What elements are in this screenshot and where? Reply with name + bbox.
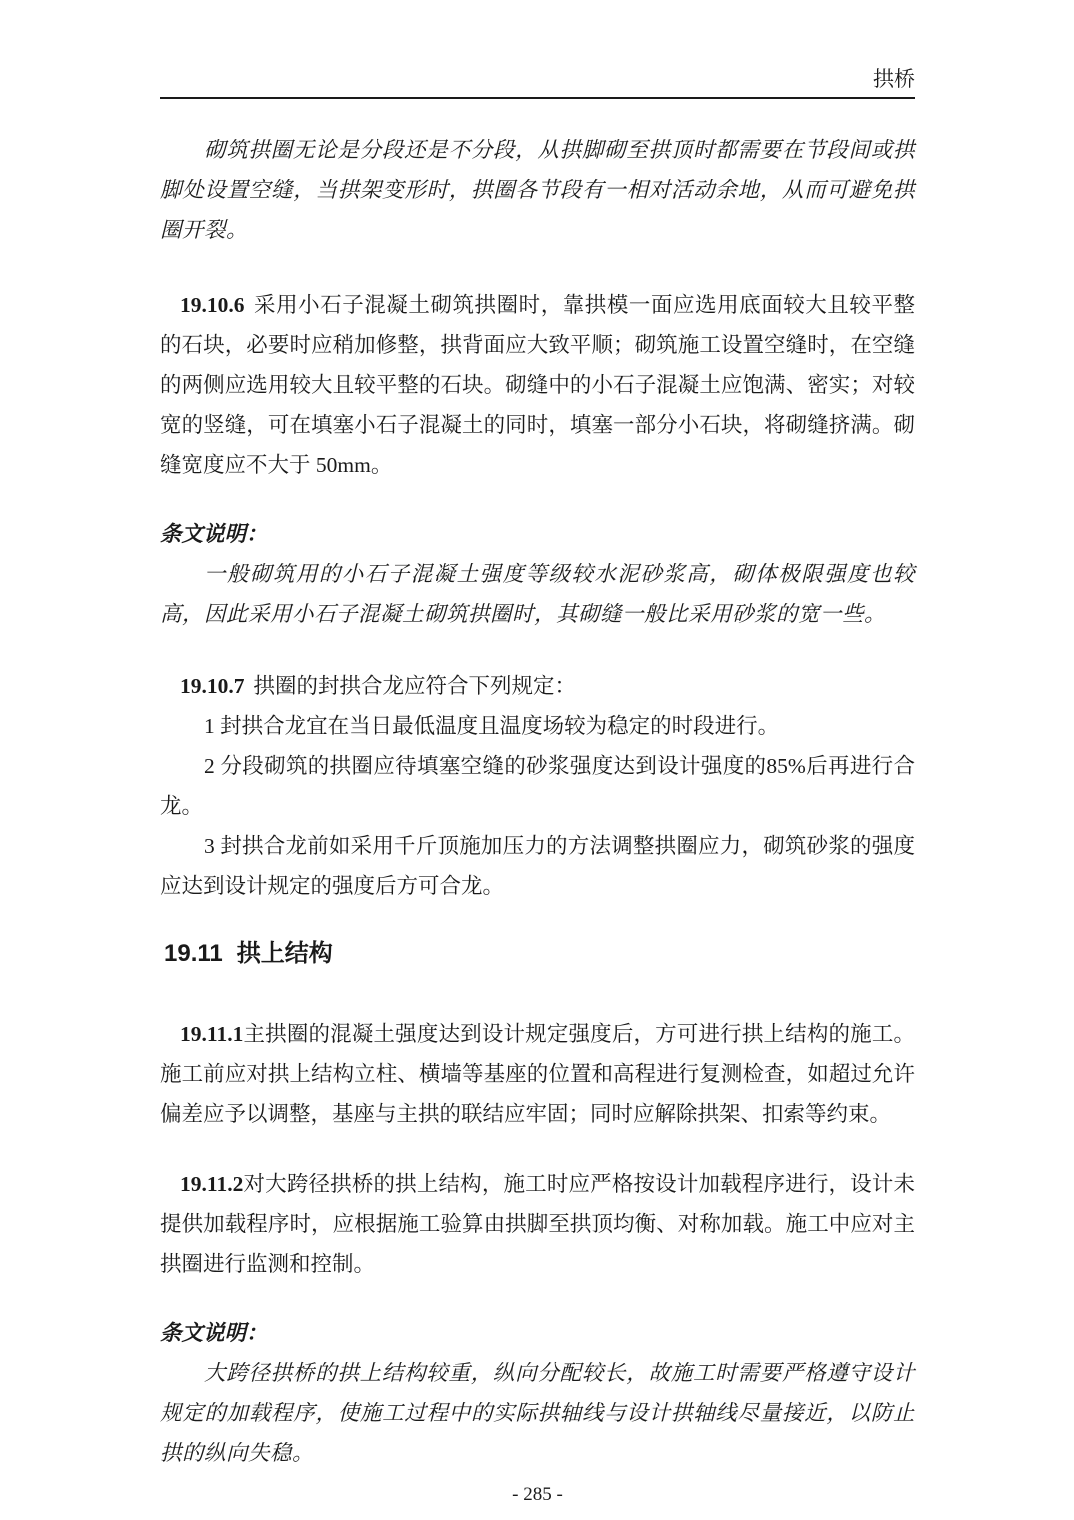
page-footer (160, 1481, 915, 1509)
clause-text: 采用小石子混凝土砌筑拱圈时，靠拱模一面应选用底面较大且较平整的石块，必要时应稍加修整，拱背面应大致平顺；砌筑施工设置空缝时，在空缝的两侧应选用较大且较平整的石块。砌缝中的小石子混凝土应饱满、密实；对较宽的竖缝，可在填塞小石子混凝土的同时，填塞一部分小石块，将砌缝挤满。砌缝宽度应不大于 50mm。 (160, 293, 915, 477)
clause-19-10-7-item: 1 封拱合龙宜在当日最低温度且温度场较为稳定的时段进行。 (204, 714, 780, 738)
document-body (160, 130, 915, 1473)
clause-text: 拱圈的封拱合龙应符合下列规定： (253, 674, 577, 698)
running-head: 拱桥 (873, 67, 915, 91)
section-title: 拱上结构 (236, 940, 333, 967)
explanation-paragraph: 大跨径拱桥的拱上结构较重，纵向分配较长，故施工时需要严格遵守设计规定的加载程序，使施工过程中的实际拱轴线与设计拱轴线尽量接近，以防止拱的纵向失稳。 (160, 1361, 915, 1465)
clause-19-10-7-item: 3 封拱合龙前如采用千斤顶施加压力的方法调整拱圈应力，砌筑砂浆的强度应达到设计规定的强度后方可合龙。 (160, 834, 915, 898)
explanation-label: 条文说明： (160, 522, 268, 546)
section-heading-19-11 (164, 932, 915, 976)
clause-number: 19.10.7 (180, 674, 245, 698)
page-header (160, 66, 915, 99)
clause-number: 19.11.2 (180, 1172, 244, 1196)
section-number: 19.11 (164, 940, 223, 967)
page-number: - 285 - (512, 1484, 563, 1505)
clause-19-11-1 (160, 1014, 915, 1134)
explanation-paragraph: 一般砌筑用的小石子混凝土强度等级较水泥砂浆高，砌体极限强度也较高，因此采用小石子混凝土砌筑拱圈时，其砌缝一般比采用砂浆的宽一些。 (160, 562, 915, 626)
clause-19-10-7 (160, 666, 915, 706)
clause-19-10-6 (160, 285, 915, 485)
explanation-intro-paragraph: 砌筑拱圈无论是分段还是不分段，从拱脚砌至拱顶时都需要在节段间或拱脚处设置空缝，当拱架变形时，拱圈各节段有一相对活动余地，从而可避免拱圈开裂。 (160, 138, 915, 242)
clause-19-10-7-item: 2 分段砌筑的拱圈应待填塞空缝的砂浆强度达到设计强度的85%后再进行合龙。 (160, 754, 915, 818)
clause-number: 19.10.6 (180, 293, 245, 317)
clause-19-11-2 (160, 1164, 915, 1284)
clause-text: 主拱圈的混凝土强度达到设计规定强度后，方可进行拱上结构的施工。施工前应对拱上结构立柱、横墙等基座的位置和高程进行复测检查，如超过允许偏差应予以调整，基座与主拱的联结应牢固；同时应解除拱架、扣索等约束。 (160, 1022, 915, 1126)
explanation-label: 条文说明： (160, 1321, 268, 1345)
clause-number: 19.11.1 (180, 1022, 244, 1046)
clause-text: 对大跨径拱桥的拱上结构，施工时应严格按设计加载程序进行，设计未提供加载程序时，应根据施工验算由拱脚至拱顶均衡、对称加载。施工中应对主拱圈进行监测和控制。 (160, 1172, 915, 1276)
